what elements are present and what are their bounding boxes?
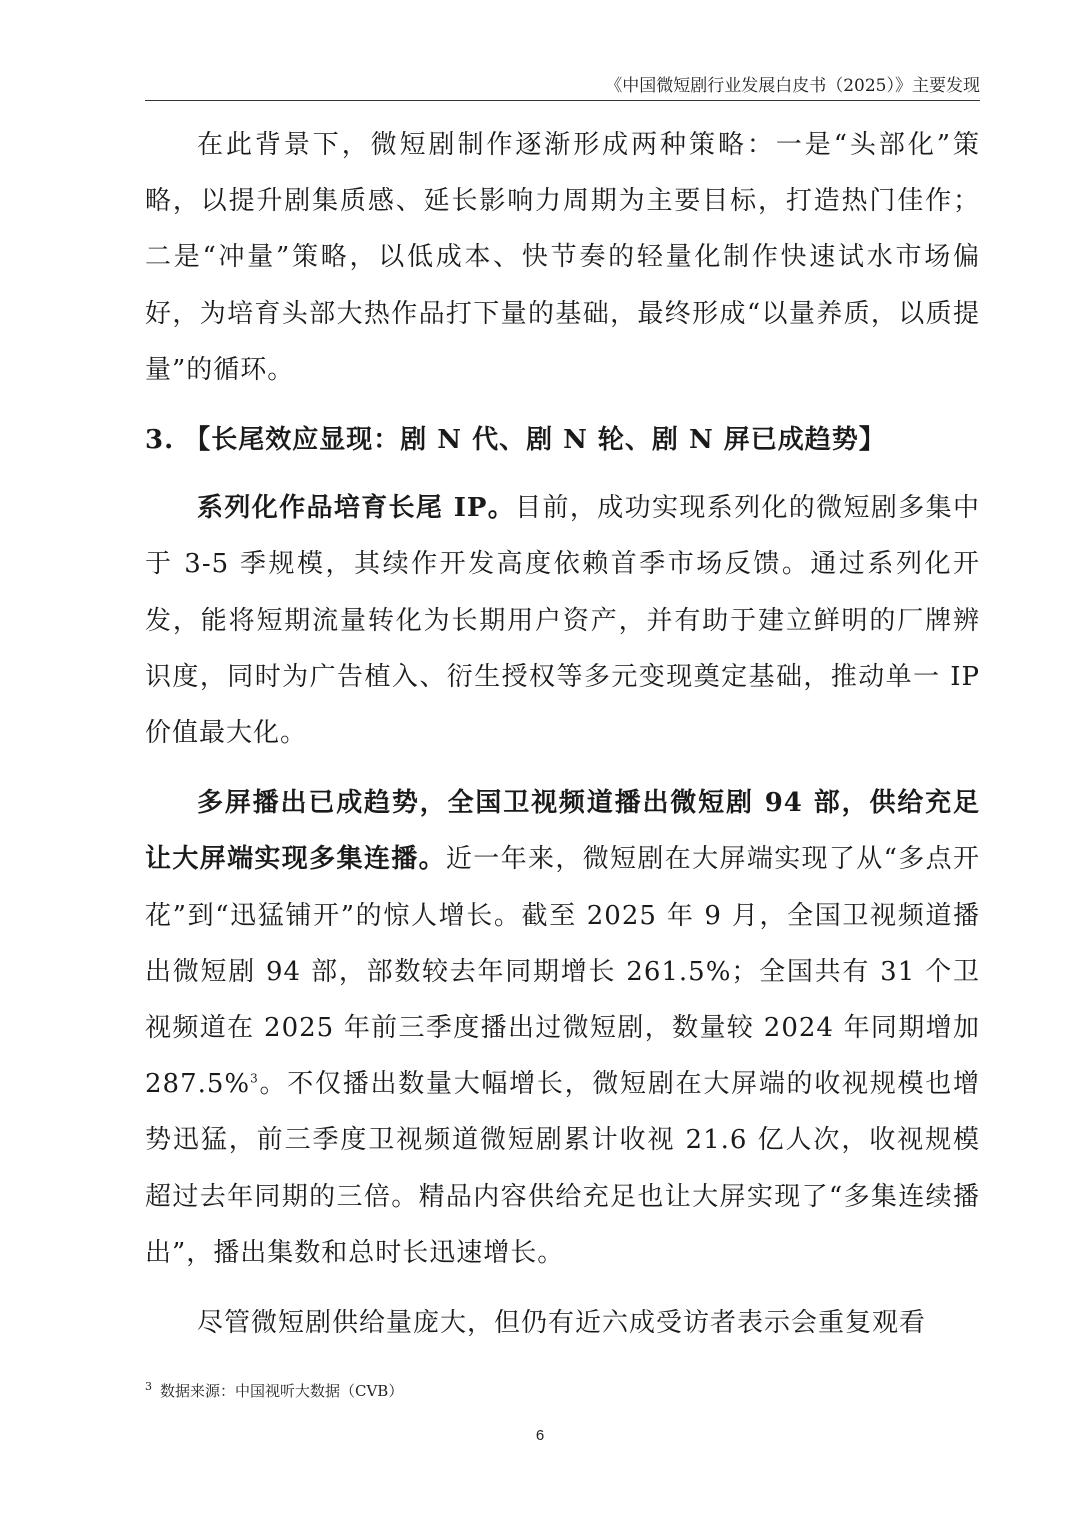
paragraph-body-text: 。不仅播出数量大幅增长，微短剧在大屏端的收视规模也增势迅猛，前三季度卫视频道微短剧累计收视 21.6 亿人次，收视规模超过去年同期的三倍。精品内容供给充足也让大屏实现了“多集连续播出”，播出集数和总时长迅速增长。 (145, 1069, 980, 1268)
section-heading: 3. 【长尾效应显现：剧 N 代、剧 N 轮、剧 N 屏已成趋势】 (145, 425, 886, 456)
footnote-text: 数据来源：中国视听大数据（CVB） (160, 1382, 404, 1400)
paragraph-body-text: 目前，成功实现系列化的微短剧多集中于 3-5 季规模，其续作开发高度依赖首季市场反馈。通过系列化开发，能将短期流量转化为长期用户资产，并有助于建立鲜明的厂牌辨识度，同时为广告植入、衍生授权等多元变现奠定基础，推动单一 IP 价值最大化。 (145, 493, 980, 749)
header-title: 《中国微短剧行业发展白皮书（2025）》主要发现 (605, 76, 980, 96)
page-header (145, 72, 980, 101)
paragraph-body-text: 近一年来，微短剧在大屏端实现了从“多点开花”到“迅猛铺开”的惊人增长。截至 2025 年 9 月，全国卫视频道播出微短剧 94 部，部数较去年同期增长 261.5%；全国共有 31 个卫视频道在 2025 年前三季度播出过微短剧，数量较 2024 年同期增加 287.5% (145, 844, 980, 1100)
paragraph-series-ip (145, 480, 980, 761)
paragraph-rewatch: 尽管微短剧供给量庞大，但仍有近六成受访者表示会重复观看 (197, 1308, 927, 1339)
paragraph-strategies: 在此背景下，微短剧制作逐渐形成两种策略：一是“头部化”策略，以提升剧集质感、延长影响力周期为主要目标，打造热门佳作；二是“冲量”策略，以低成本、快节奏的轻量化制作快速试水市场偏好，为培育头部大热作品打下量的基础，最终形成“以量养质，以质提量”的循环。 (145, 130, 980, 385)
footnote-reference[interactable]: 3 (250, 1071, 259, 1086)
footnote (145, 1380, 403, 1401)
footnote-mark: 3 (145, 1380, 152, 1393)
document-body (145, 117, 980, 1365)
page-number: 6 (535, 1427, 545, 1444)
paragraph-lead-bold: 系列化作品培育长尾 IP。 (197, 493, 516, 524)
paragraph-lead-bold: 多屏播出已成趋势，全国卫视频道播出微短剧 94 部，供给充足让大屏端实现多集连播。 (145, 788, 980, 875)
paragraph-multi-screen (145, 775, 980, 1281)
